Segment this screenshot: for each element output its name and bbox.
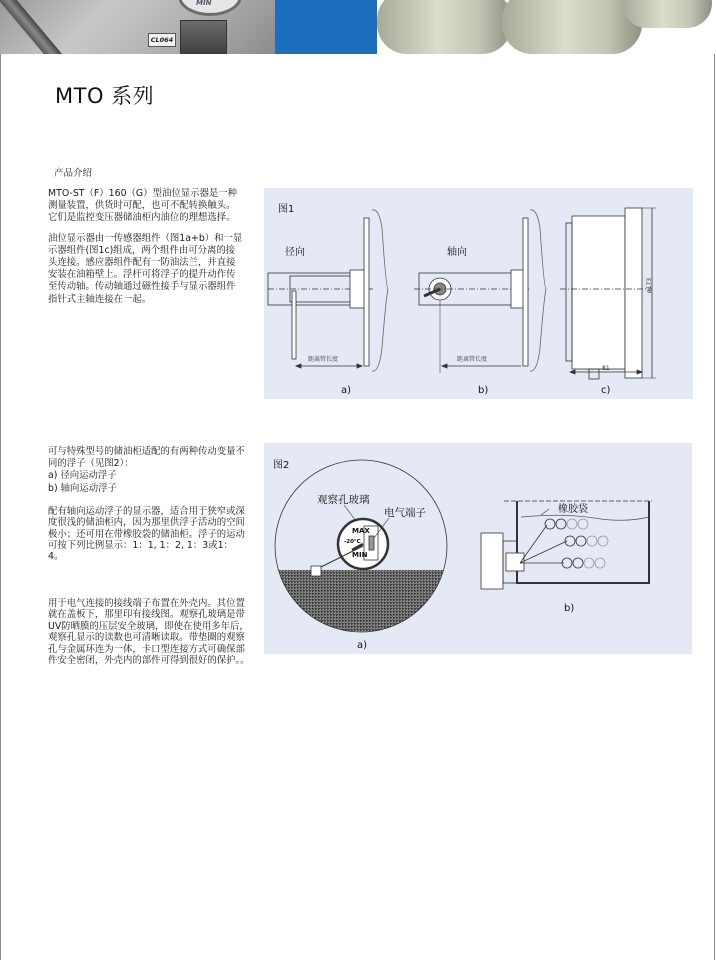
banner-accent-block <box>275 0 377 54</box>
figure-2-label: 图2 <box>273 460 290 471</box>
banner-photo-oil-indicator <box>0 0 275 54</box>
figure-2 <box>264 443 692 654</box>
banner-photo-tag: CL064 <box>148 33 176 47</box>
floats-item-b: b) 轴向运动浮子 <box>48 482 117 494</box>
figure-2-sight-glass-label: 观察孔玻璃 <box>317 494 370 506</box>
intro-text <box>48 188 244 314</box>
figure-2-sub-a: a) <box>357 640 368 651</box>
figure-1-sub-b: b) <box>478 385 489 396</box>
section-label: 产品介绍 <box>54 168 93 179</box>
figure-2-sub-b: b) <box>564 603 575 614</box>
floats-paragraph: 配有轴向运动浮子的显示器，适合用于狭窄或深度很浅的储油柜内，因为那里供浮子活动的空间极小；还可用在带橡胶袋的储油柜。浮子的运动可按下列比例显示：1：1, 1：2, 1：3或1：4。 <box>48 505 245 563</box>
figure-2-rubber-bag-label: 橡胶袋 <box>558 504 588 515</box>
floats-item-a: a) 径向运动浮子 <box>48 470 117 482</box>
figure-1-radial-label: 径向 <box>285 247 305 258</box>
figure-2-dial-min: MIN <box>352 551 368 559</box>
figure-1-dimension-b: 距离管长度 <box>457 356 488 363</box>
figure-1-axial-label: 轴向 <box>447 247 467 258</box>
floats-text <box>48 446 248 563</box>
figure-1-label: 图1 <box>278 204 295 215</box>
floats-intro: 可与特殊型号的储油柜适配的有两种传动变量不同的浮子（见图2）： <box>48 446 245 470</box>
intro-paragraph-1: MTO-ST（F）160（G）型油位显示器是一种测量装置，供货时可配，也可不配转换触头。它们是监控变压器储油柜内油位的理想选择。 <box>48 188 237 224</box>
banner-gauge-text: MIN <box>196 0 212 7</box>
connection-paragraph: 用于电气连接的接线端子布置在外壳内。其位置就在盖板下，那里印有接线图。观察孔玻璃是带UV防晒膜的压层安全玻璃，即使在使用多年后，观察孔显示的读数也可清晰读取。带垫圈的观察孔与金属环连为一体，卡口型连接方式可确保部件安全密闭，外壳内的部件可得到很好的保护。。 <box>48 598 250 667</box>
banner-photo-rolls <box>377 0 716 54</box>
figure-1-diameter: ø173 <box>646 277 654 294</box>
intro-paragraph-2: 油位显示器由一传感器组件（图1a+b）和一显示器组件(图1c)组成，两个组件由可分离的接头连接。感应器组件配有一防油法兰，并直接安装在油箱壁上。浮杆可将浮子的提升动作传至传动轴。传动轴通过磁性接手与显示器组件指针式主轴连接在一起。 <box>48 232 243 305</box>
figure-1-sub-a: a) <box>341 385 352 396</box>
header-banner <box>0 0 716 54</box>
figure-1-drawing <box>264 188 693 399</box>
figure-1-dimension-a: 距离管长度 <box>308 356 339 363</box>
figure-2-drawing <box>264 443 692 654</box>
figure-1 <box>264 188 693 399</box>
figure-2-dial-max: MAX <box>352 527 370 535</box>
figure-1-width: 81 <box>602 365 610 372</box>
figure-2-terminal-label: 电气端子 <box>384 507 426 519</box>
figure-2-dial-temp: -20°C <box>344 539 361 545</box>
page-title: MTO 系列 <box>55 84 155 108</box>
figure-1-sub-c: c) <box>601 385 611 396</box>
